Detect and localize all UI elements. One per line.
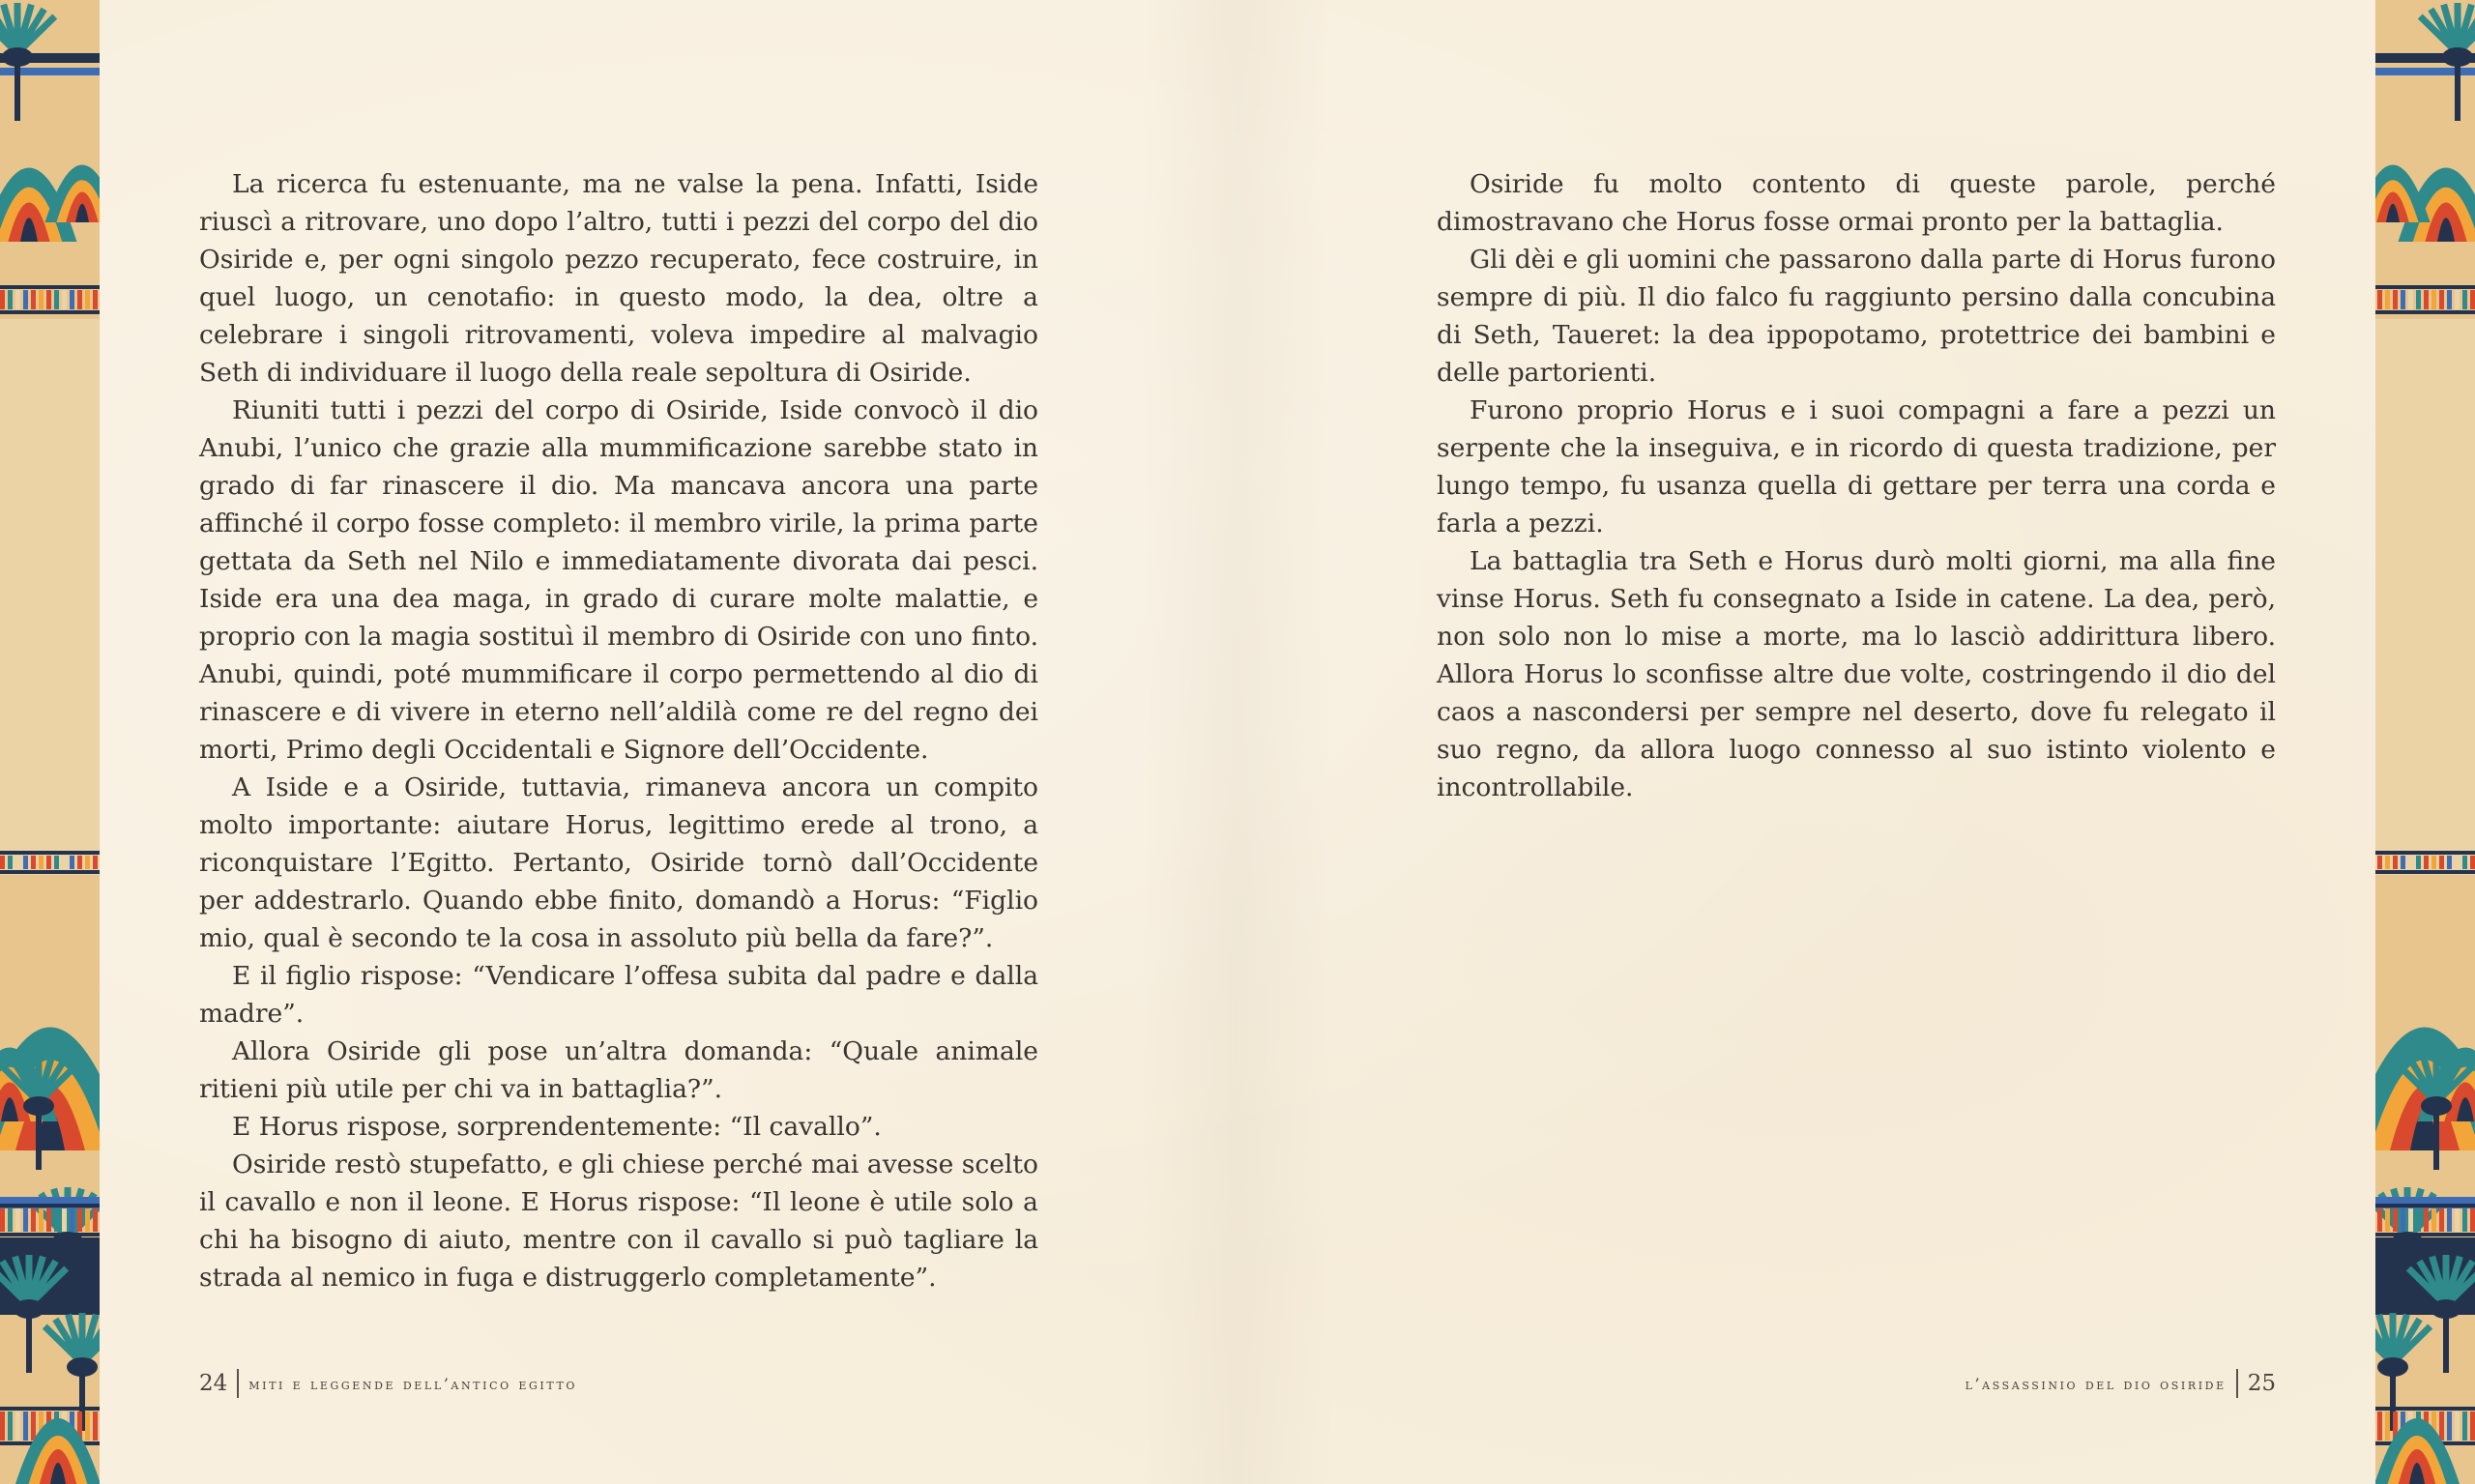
lotus-papyrus-icon [0, 0, 100, 1484]
paragraph: La ricerca fu estenuante, ma ne valse la pena. Infatti, Iside riuscì a ritrovare, uno dopo l’altro, tutti i pezzi del corpo del dio Osiride e, per ogni singolo pezzo recuperato, fece costruire, in quel luogo, un cenotafio: in questo modo, la dea, oltre a celebrare i singoli ritrovamenti, voleva impedire al malvagio Seth di individuare il luogo della reale sepoltura di Osiride. [199, 169, 1038, 388]
paragraph: Allora Osiride gli pose un’altra domanda: “Quale animale ritieni più utile per chi va in battaglia?”. [199, 1036, 1038, 1104]
paragraph: Riuniti tutti i pezzi del corpo di Osiride, Iside convocò il dio Anubi, l’unico che grazie alla mummificazione sarebbe stato in grado di far rinascere il dio. Ma mancava ancora una parte affinché il corpo fosse completo: il membro virile, la prima parte gettata da Seth nel Nilo e immediatamente divorata dai pesci. Iside era una dea maga, in grado di curare molte malattie, e proprio con la magia sostituì il membro di Osiride con uno finto. Anubi, quindi, poté mummificare il corpo permettendo al dio di rinascere e di vivere in eterno nell’aldilà come re del regno dei morti, Primo degli Occidentali e Signore dell’Occidente. [199, 395, 1038, 765]
running-title: l’assassinio del dio osiride [1965, 1374, 2227, 1393]
paragraph: La battaglia tra Seth e Horus durò molti giorni, ma alla fine vinse Horus. Seth fu consegnato a Iside in catene. La dea, però, non solo non lo mise a morte, ma lo lasciò addirittura libero. Allora Horus lo sconfisse altre due volte, costringendo il dio del caos a nascondersi per sempre nel deserto, dove fu relegato il suo regno, da allora luogo connesso al suo istinto violento e incontrollabile. [1437, 546, 2276, 802]
paragraph: E il figlio rispose: “Vendicare l’offesa subita dal padre e dalla madre”. [199, 961, 1038, 1029]
paragraph: Gli dèi e gli uomini che passarono dalla parte di Horus furono sempre di più. Il dio falco fu raggiunto persino dalla concubina di Seth, Taueret: la dea ippopotamo, protettrice dei bambini e delle partorienti. [1437, 245, 2276, 388]
paragraph: Osiride restò stupefatto, e gli chiese perché mai avesse scelto il cavallo e non il leone. E Horus rispose: “Il leone è utile solo a chi ha bisogno di aiuto, mentre con il cavallo si può tagliare la strada al nemico in fuga e distruggerlo completamente”. [199, 1149, 1038, 1293]
running-title: miti e leggende dell’antico egitto [248, 1374, 578, 1393]
footer-divider [2236, 1369, 2238, 1398]
page-number: 24 [199, 1371, 228, 1396]
paragraph: Osiride fu molto contento di queste parole, perché dimostravano che Horus fosse ormai pronto per la battaglia. [1437, 169, 2276, 237]
book-gutter [1141, 0, 1334, 1484]
decorative-border-right [2375, 0, 2475, 1484]
right-page-footer [1965, 1367, 2276, 1400]
page-number: 25 [2247, 1371, 2276, 1396]
lotus-papyrus-icon [2375, 0, 2475, 1484]
right-page-text [1437, 165, 2276, 806]
paragraph: E Horus rispose, sorprendentemente: “Il cavallo”. [232, 1112, 882, 1142]
paragraph: A Iside e a Osiride, tuttavia, rimaneva ancora un compito molto importante: aiutare Horus, legittimo erede al trono, a riconquistare l’Egitto. Pertanto, Osiride tornò dall’Occidente per addestrarlo. Quando ebbe finito, domandò a Horus: “Figlio mio, qual è secondo te la cosa in assoluto più bella da fare?”. [199, 772, 1038, 953]
paragraph: Furono proprio Horus e i suoi compagni a fare a pezzi un serpente che la inseguiva, e in ricordo di questa tradizione, per lungo tempo, fu usanza quella di gettare per terra una corda e farla a pezzi. [1437, 395, 2276, 538]
footer-divider [237, 1369, 239, 1398]
left-page-footer [199, 1367, 577, 1400]
decorative-border-left [0, 0, 100, 1484]
left-page-text [199, 165, 1038, 1296]
